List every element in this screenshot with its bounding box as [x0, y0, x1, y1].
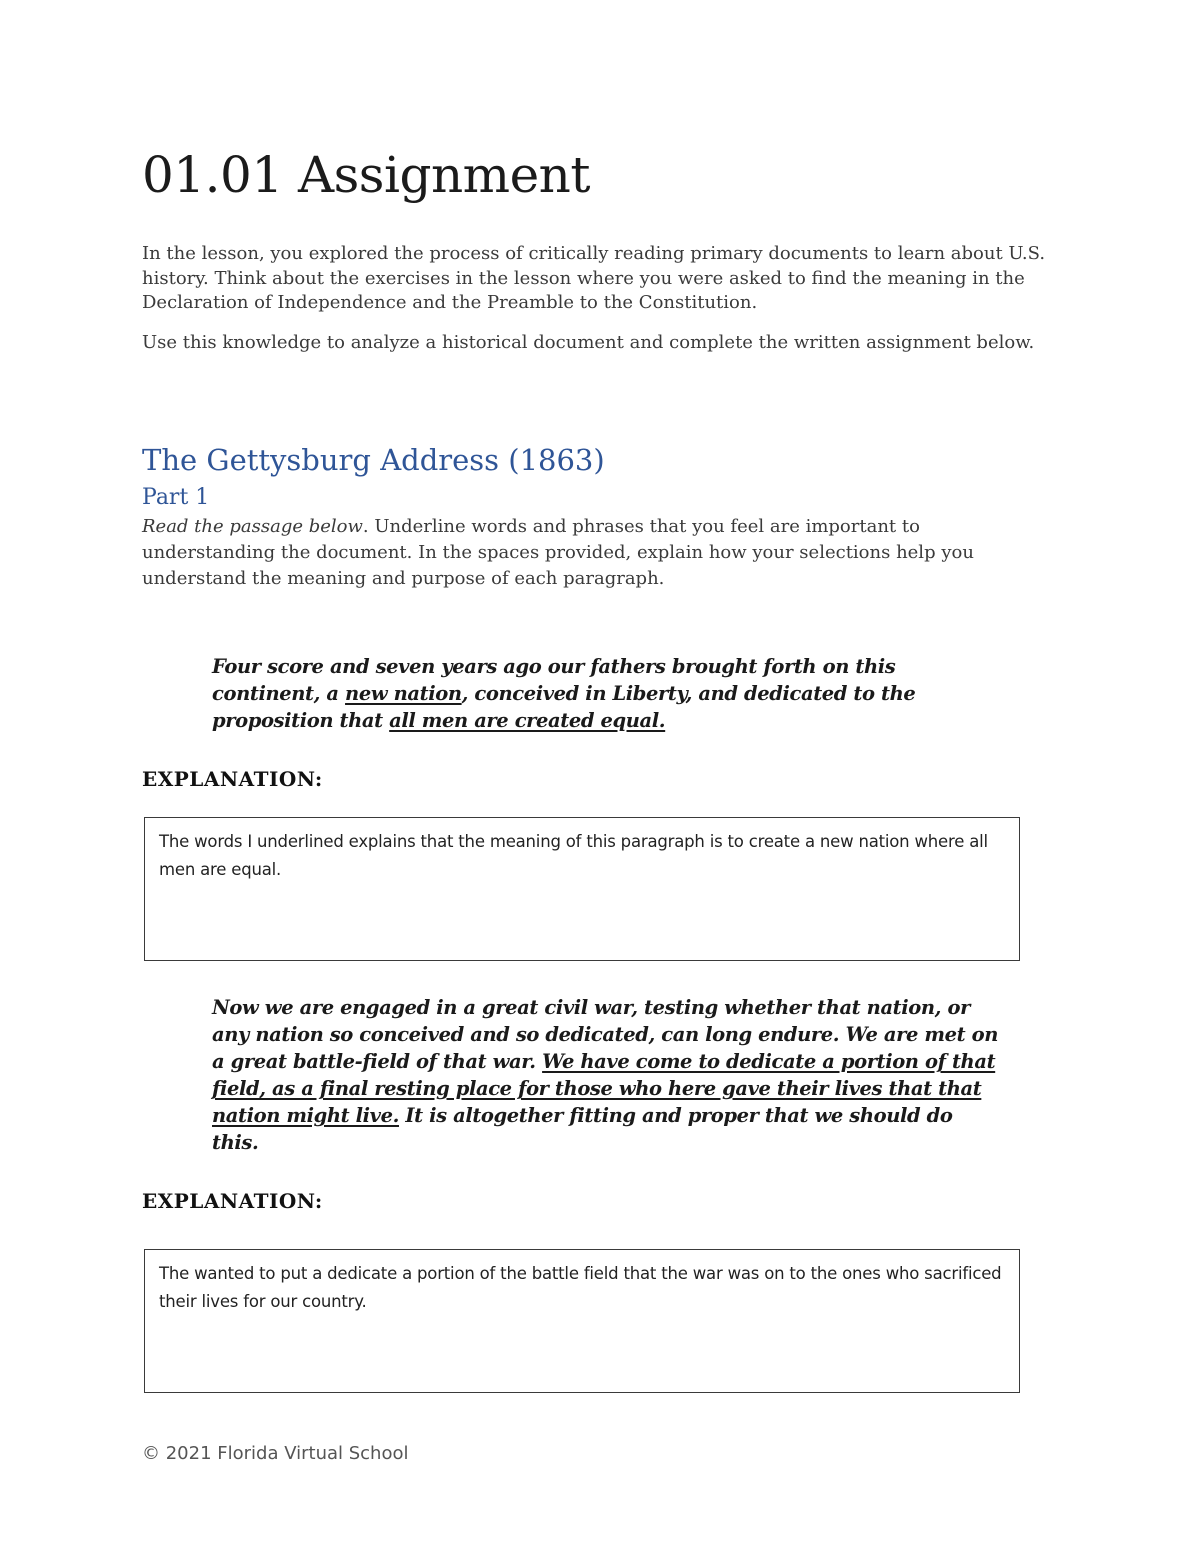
instructions	[142, 514, 1042, 592]
explanation-label: EXPLANATION:	[142, 1189, 323, 1213]
passage-text: Four score and seven years ago our fathers brought forth on this continent, a	[212, 655, 896, 705]
passage-underlined-phrase: all men are created equal.	[389, 709, 666, 732]
answer-text: The wanted to put a dedicate a portion of the battle field that the war was on to the ones who sacrificed their lives for our country.	[159, 1264, 1002, 1311]
passage-text: , conceived in Liberty, and dedicated to the proposition that	[212, 682, 916, 732]
passage-text: Now we are engaged in a great civil war, testing whether that nation, or any nation so conceived and so dedicated, can long endure. We are met on a great battle-field of that war.	[212, 996, 999, 1073]
explanation-label: EXPLANATION:	[142, 767, 323, 791]
answer-box-1[interactable]	[144, 817, 1020, 961]
instructions-lead: Read the passage below	[142, 516, 363, 537]
section-heading: The Gettysburg Address (1863)	[142, 443, 605, 477]
answer-box-2[interactable]	[144, 1249, 1020, 1393]
instructions-rest: . Underline words and phrases that you feel are important to understanding the document. In the spaces provided, explain how your selections help you understand the meaning and purpose of each paragraph.	[142, 516, 974, 589]
answer-text: The words I underlined explains that the meaning of this paragraph is to create a new nation where all men are equal.	[159, 832, 988, 879]
intro-paragraph: In the lesson, you explored the process of critically reading primary documents to learn about U.S. history. Think about the exercises in the lesson where you were asked to find the meaning in the Declaration of Independence and the Preamble to the Constitution.	[142, 243, 1046, 313]
passage-underlined-phrase: new nation	[345, 682, 462, 705]
passage-text: It is altogether fitting and proper that we should do this.	[212, 1104, 953, 1154]
footer-copyright: © 2021 Florida Virtual School	[142, 1443, 409, 1464]
passage-paragraph-2	[212, 994, 1002, 1156]
intro-paragraph: Use this knowledge to analyze a historical document and complete the written assignment below.	[142, 332, 1035, 353]
passage-underlined-phrase: We have come to dedicate a portion of that field, as a final resting place for those who here gave their lives that that nation might live.	[212, 1050, 996, 1127]
passage-paragraph-1	[212, 653, 952, 734]
part-heading: Part 1	[142, 485, 210, 510]
page-title: 01.01 Assignment	[142, 146, 590, 204]
